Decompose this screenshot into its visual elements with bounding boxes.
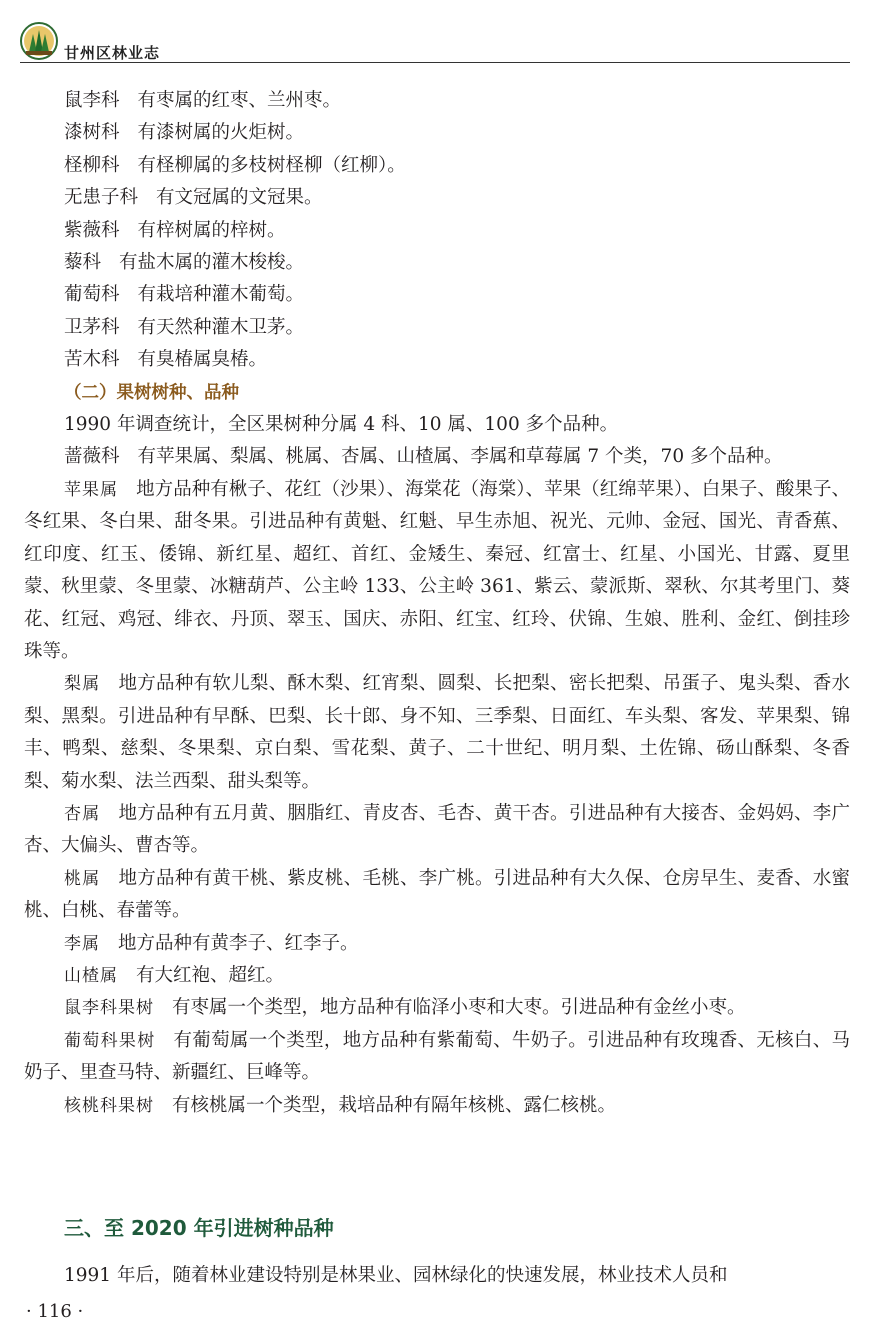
family-entry: 葡萄科 有栽培种灌木葡萄。 — [64, 284, 305, 306]
family-entry: 藜科 有盐木属的灌木梭梭。 — [64, 252, 305, 274]
fruit-group-entry: 梨属 地方品种有软儿梨、酥木梨、红宵梨、圆梨、长把梨、密长把梨、吊蛋子、鬼头梨、香水梨、黑梨。引进品种有早酥、巴梨、长十郎、身不知、三季梨、日面红、车头梨、客发、苹果梨、锦丰、鸭梨、慈梨、冬果梨、京白梨、雪花梨、黄子、二十世纪、明月梨、土佐锦、砀山酥梨、冬香梨、菊水梨、法兰西梨、甜头梨等。 — [24, 673, 850, 792]
fruit-group-entry: 葡萄科果树 有葡萄属一个类型，地方品种有紫葡萄、牛奶子。引进品种有玫瑰香、无核白、马奶子、里查马特、新疆红、巨峰等。 — [24, 1029, 850, 1084]
page-header — [20, 20, 850, 64]
fruit-group-entry: 核桃科果树 有核桃属一个类型，栽培品种有隔年核桃、露仁核桃。 — [64, 1094, 617, 1116]
fruit-group-entry: 李属 地方品种有黄李子、红李子。 — [64, 932, 359, 954]
section-heading: 三、至 2020 年引进树种品种 — [64, 1216, 334, 1240]
fruit-group-entry: 鼠李科果树 有枣属一个类型，地方品种有临泽小枣和大枣。引进品种有金丝小枣。 — [64, 997, 746, 1019]
family-entry: 漆树科 有漆树属的火炬树。 — [64, 122, 305, 144]
section-paragraph: 1991 年后，随着林业建设特别是林果业、园林绿化的快速发展，林业技术人员和 — [64, 1265, 728, 1286]
forestry-logo-icon — [20, 22, 58, 60]
fruit-group-entry: 苹果属 地方品种有楸子、花红（沙果）、海棠花（海棠）、苹果（红绵苹果）、白果子、酸果子、冬红果、冬白果、甜冬果。引进品种有黄魁、红魁、早生赤旭、祝光、元帅、金冠、国光、青香蕉、红印度、红玉、倭锦、新红星、超红、首红、金矮生、秦冠、红富士、红星、小国光、甘露、夏里蒙、秋里蒙、冬里蒙、冰糖葫芦、公主岭 133、公主岭 361、紫云、蒙派斯、翠秋、尔其考里门、葵花、红冠、鸡冠、绯衣、丹顶、翠玉、国庆、赤阳、红宝、红玲、伏锦、生娘、胜利、金红、倒挂珍珠等。 — [24, 478, 850, 662]
header-divider — [20, 62, 850, 63]
fruit-group-entry: 蔷薇科 有苹果属、梨属、桃属、杏属、山楂属、李属和草莓属 7 个类，70 多个品种。 — [64, 446, 783, 468]
family-entry: 苦木科 有臭椿属臭椿。 — [64, 349, 268, 371]
fruit-group-entry: 桃属 地方品种有黄干桃、紫皮桃、毛桃、李广桃。引进品种有大久保、仓房早生、麦香、水蜜桃、白桃、春蕾等。 — [24, 867, 850, 922]
family-entry: 紫薇科 有梓树属的梓树。 — [64, 219, 286, 241]
fruit-group-entry: 山楂属 有大红袍、超红。 — [64, 964, 285, 986]
page-content — [24, 85, 850, 1122]
intro-paragraph: 1990 年调查统计，全区果树种分属 4 科、10 属、100 多个品种。 — [64, 414, 619, 436]
family-entry: 鼠李科 有枣属的红枣、兰州枣。 — [64, 90, 342, 111]
family-entry: 无患子科 有文冠属的文冠果。 — [64, 187, 323, 209]
book-title: 甘州区林业志 — [64, 44, 161, 62]
page-number: · 116 · — [26, 1301, 84, 1322]
subheading: （二）果树树种、品种 — [64, 382, 239, 403]
family-entry: 柽柳科 有柽柳属的多枝树柽柳（红柳）。 — [64, 154, 406, 176]
family-entry: 卫茅科 有天然种灌木卫茅。 — [64, 316, 305, 338]
fruit-group-entry: 杏属 地方品种有五月黄、胭脂红、青皮杏、毛杏、黄干杏。引进品种有大接杏、金妈妈、李广杏、大偏头、曹杏等。 — [24, 802, 850, 857]
